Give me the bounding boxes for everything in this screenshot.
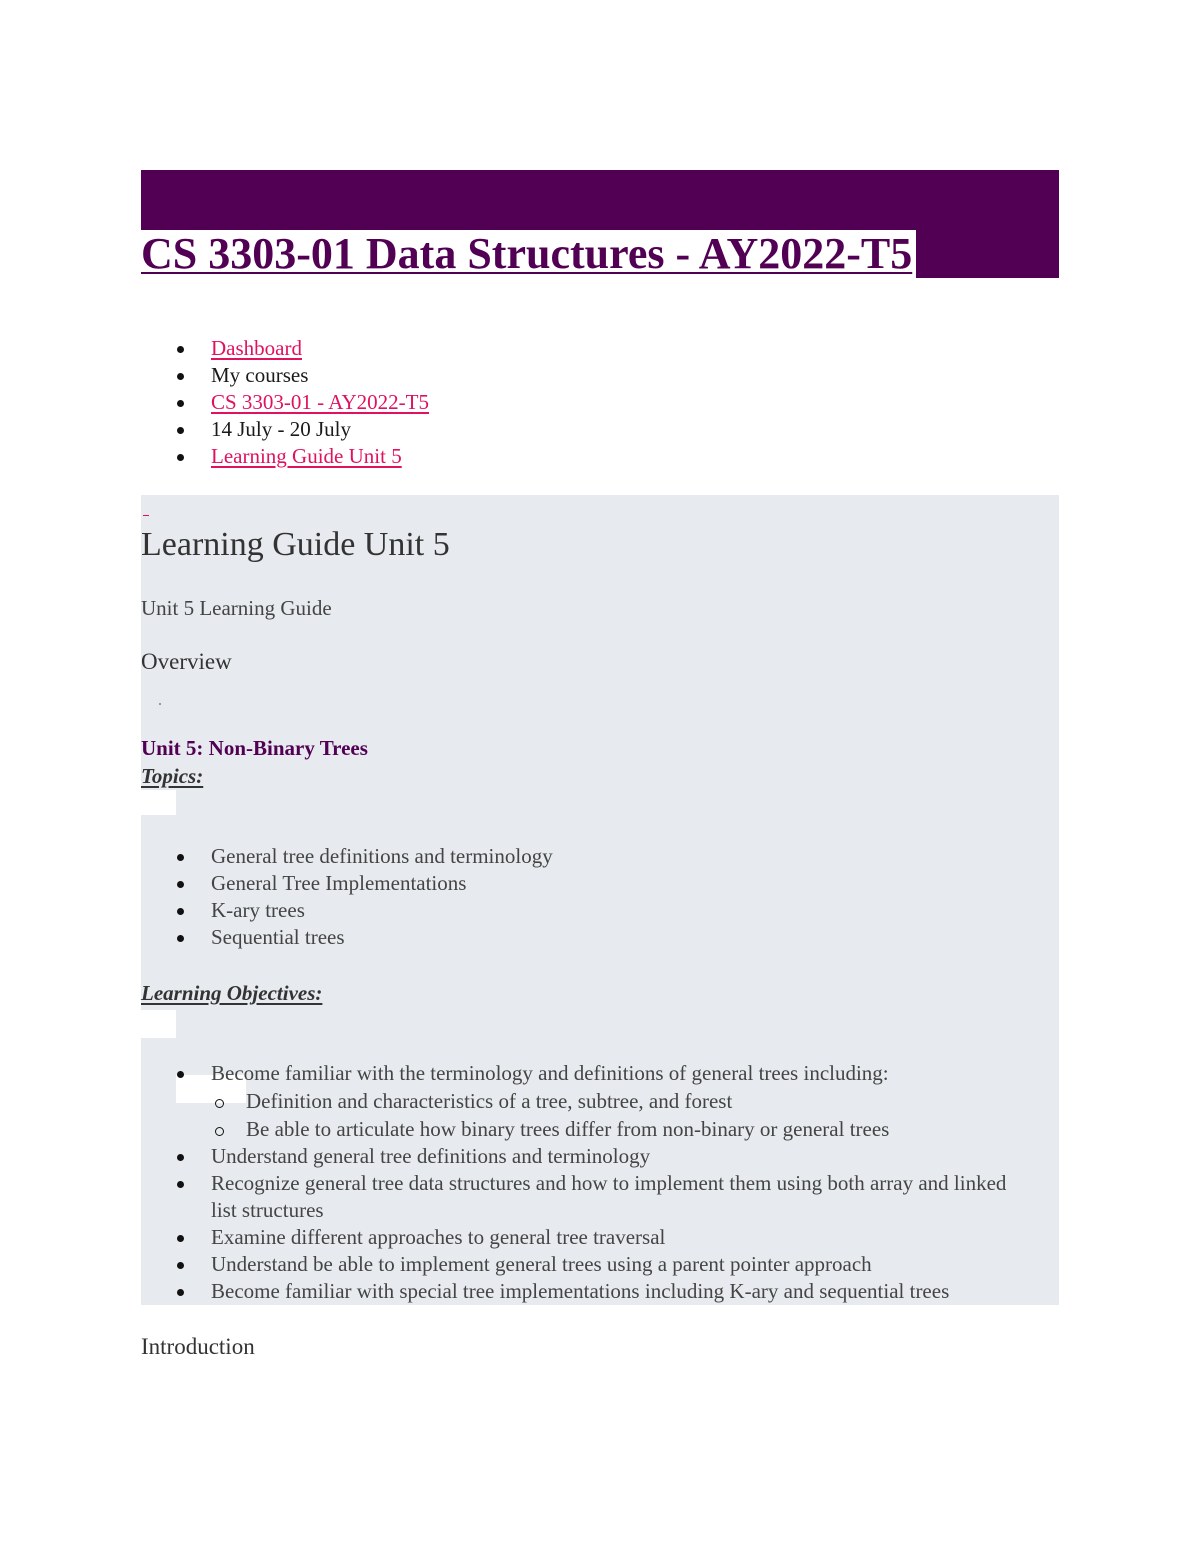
course-header-band [141,170,1059,278]
breadcrumb-link-course[interactable]: CS 3303-01 - AY2022-T5 [211,390,429,414]
breadcrumb [175,335,429,470]
list-item: General Tree Implementations [175,870,1023,897]
breadcrumb-item-learning-guide[interactable] [175,443,429,470]
sub-list-item: Be able to articulate how binary trees differ from non-binary or general trees [175,1115,1023,1143]
topics-label: Topics: [141,764,204,788]
panel-notch [141,1010,176,1038]
list-item: Recognize general tree data structures and how to implement them using both array and linked list structures [175,1170,1023,1224]
overview-heading: Overview [141,649,232,674]
list-item: Understand general tree definitions and terminology [175,1143,1023,1170]
breadcrumb-text-week: 14 July - 20 July [211,417,352,441]
breadcrumb-link-dashboard[interactable]: Dashboard [211,336,302,360]
objectives-label: Learning Objectives: [141,981,323,1005]
list-item: General tree definitions and terminology [175,843,1023,870]
course-title[interactable]: CS 3303-01 Data Structures - AY2022-T5 [141,230,916,278]
sub-list [175,1087,1023,1143]
introduction-heading: Introduction [141,1334,255,1359]
content-panel [141,495,1059,1305]
breadcrumb-item-week [175,416,429,443]
list-item: Understand be able to implement general trees using a parent pointer approach [175,1251,1023,1278]
list-item: Become familiar with special tree implementations including K-ary and sequential trees [175,1278,1023,1305]
breadcrumb-item-my-courses [175,362,429,389]
breadcrumb-link-learning-guide[interactable]: Learning Guide Unit 5 [211,444,402,468]
list-item-text: Become familiar with the terminology and definitions of general trees including: [211,1061,889,1085]
panel-notch [141,790,176,815]
list-item: Sequential trees [175,924,1023,951]
objectives-list [175,1060,1023,1305]
unit-title: Unit 5: Non-Binary Trees [141,736,368,760]
list-item [175,1060,1023,1143]
page [141,170,1059,1359]
topics-list [175,843,1023,951]
sub-list-wrap [175,1087,1023,1143]
page-title: Learning Guide Unit 5 [141,526,450,563]
page-subtitle: Unit 5 Learning Guide [141,596,332,620]
dot-mark [159,703,161,705]
sub-list-item: Definition and characteristics of a tree, subtree, and forest [175,1087,1023,1115]
anchor-marker [143,515,149,516]
breadcrumb-item-dashboard[interactable] [175,335,429,362]
list-item: Examine different approaches to general tree traversal [175,1224,1023,1251]
list-item: K-ary trees [175,897,1023,924]
breadcrumb-text-my-courses: My courses [211,363,309,387]
breadcrumb-item-course[interactable] [175,389,429,416]
